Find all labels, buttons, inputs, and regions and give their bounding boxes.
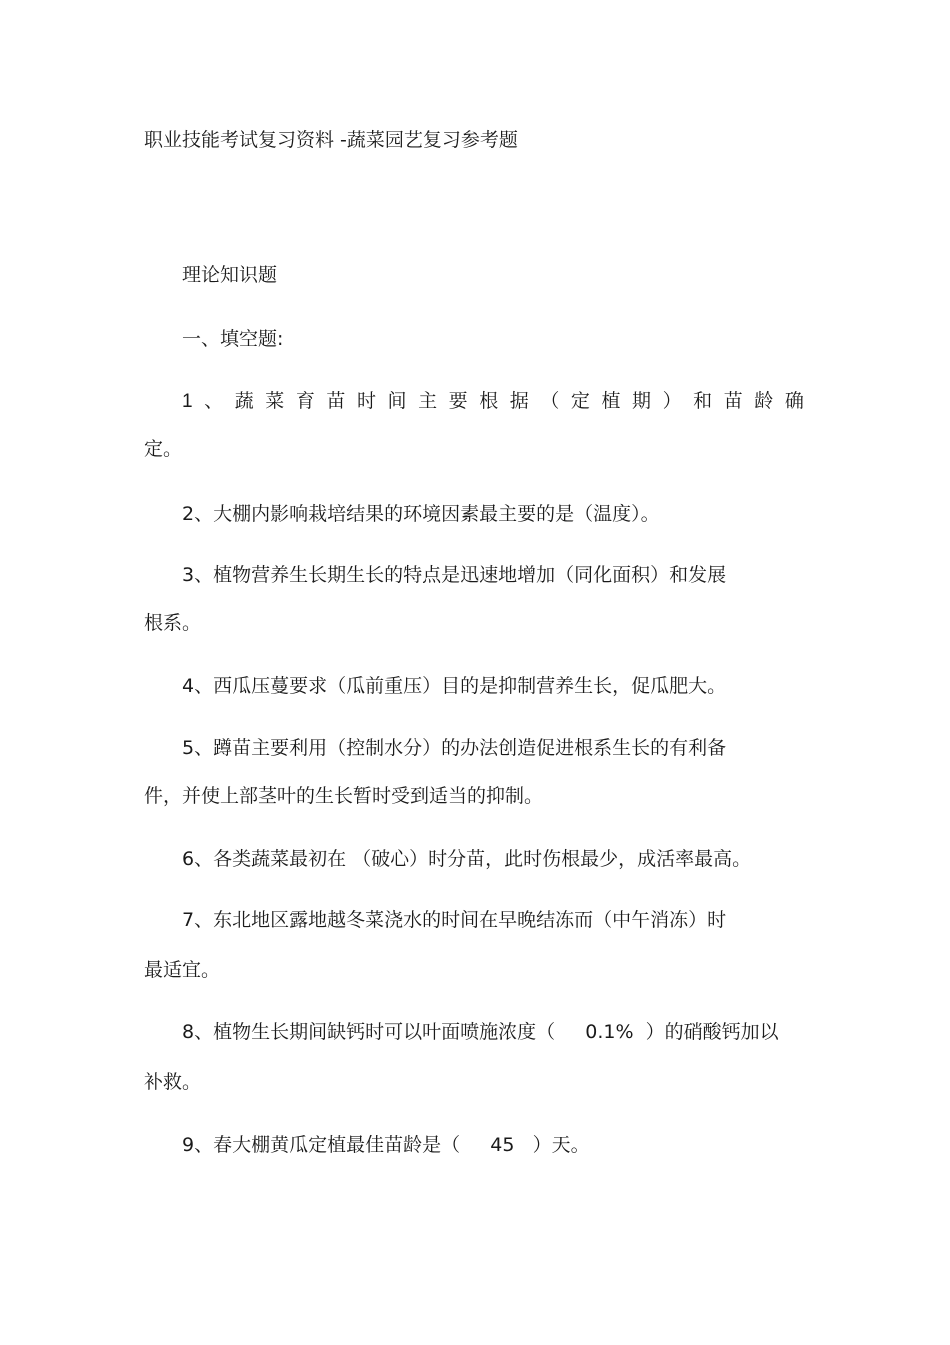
question-1-char: 植	[601, 390, 621, 412]
question-1-line-1	[182, 392, 804, 411]
question-1-char: 龄	[754, 390, 774, 412]
question-1-char: 、	[204, 390, 224, 412]
question-1-char: 期	[632, 390, 652, 412]
question-5-line-1: 5、蹲苗主要利用（控制水分）的办法创造促进根系生长的有利备	[182, 737, 727, 759]
question-1-char: 要	[448, 390, 468, 412]
document-title: 职业技能考试复习资料 -蔬菜园艺复习参考题	[144, 129, 518, 151]
question-1-char: 苗	[723, 390, 743, 412]
question-3-line-2: 根系。	[144, 612, 202, 634]
question-1-char: 时	[356, 390, 376, 412]
question-7-line-2: 最适宜。	[144, 959, 221, 981]
question-1-char: ）	[662, 390, 682, 412]
question-1-char: 间	[387, 390, 407, 412]
question-8-line-1: 8、植物生长期间缺钙时可以叶面喷施浓度（ 0.1% ）的硝酸钙加以	[182, 1021, 779, 1043]
question-1-char: 和	[693, 390, 713, 412]
question-1-char: 根	[479, 390, 499, 412]
question-7-line-1: 7、东北地区露地越冬菜浇水的时间在早晚结冻而（中午消冻）时	[182, 909, 727, 931]
question-5-line-2: 件，并使上部茎叶的生长暂时受到适当的抑制。	[144, 785, 544, 807]
question-4: 4、西瓜压蔓要求（瓜前重压）目的是抑制营养生长，促瓜肥大。	[182, 675, 727, 697]
question-1-char: 1	[182, 391, 193, 412]
question-1-line-2: 定。	[144, 438, 183, 460]
question-3-line-1: 3、植物营养生长期生长的特点是迅速地增加（同化面积）和发展	[182, 564, 727, 586]
question-9: 9、春大棚黄瓜定植最佳苗龄是（ 45 ）天。	[182, 1134, 590, 1156]
question-1-char: 苗	[326, 390, 346, 412]
question-1-char: 蔬	[234, 390, 254, 412]
section-heading: 理论知识题	[182, 264, 278, 286]
subsection-heading: 一、填空题:	[182, 328, 284, 350]
question-1-char: 菜	[265, 390, 285, 412]
question-1-char: 确	[784, 390, 804, 412]
question-1-char: （	[540, 390, 560, 412]
question-1-char: 主	[418, 390, 438, 412]
question-1-char: 据	[509, 390, 529, 412]
question-1-char: 定	[570, 390, 590, 412]
question-6: 6、各类蔬菜最初在 （破心）时分苗，此时伤根最少，成活率最高。	[182, 848, 752, 870]
question-8-line-2: 补救。	[144, 1071, 202, 1093]
question-1-char: 育	[295, 390, 315, 412]
question-2: 2、大棚内影响栽培结果的环境因素最主要的是（温度）。	[182, 503, 660, 525]
